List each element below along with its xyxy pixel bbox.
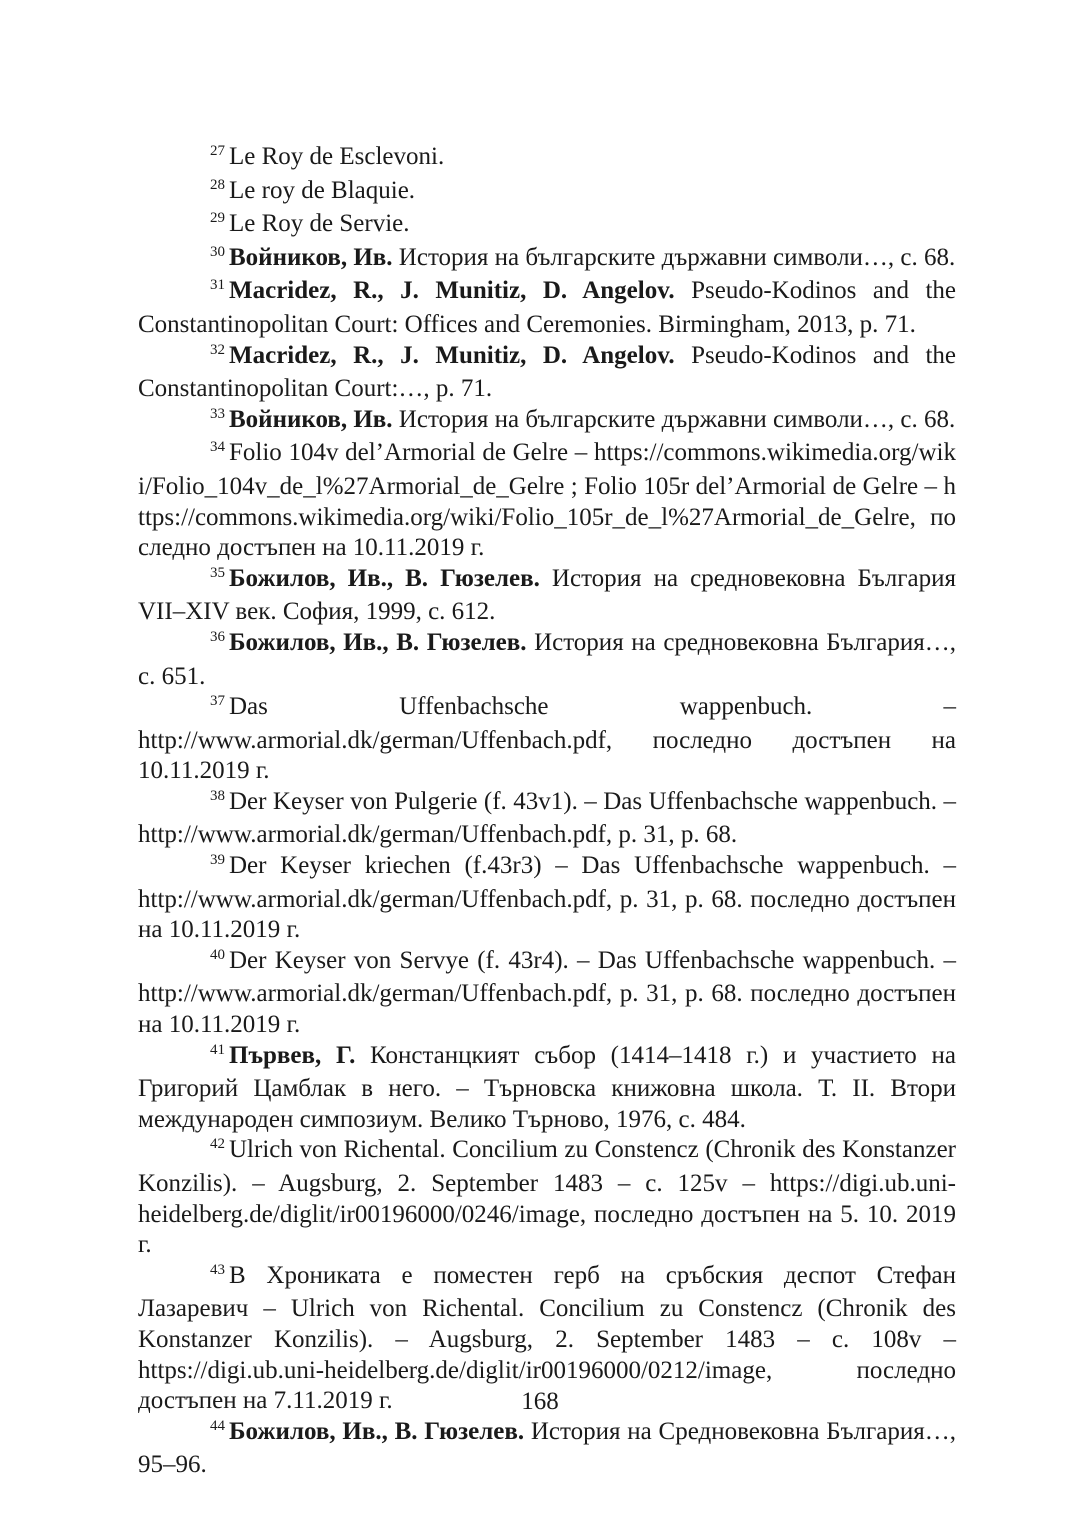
footnote — [138, 176, 956, 210]
footnote-text: Le Roy de Esclevoni. — [229, 143, 445, 170]
footnote-text: История на българските държавни символи…, с. 68. — [398, 405, 956, 433]
footnote-number: 31 — [210, 277, 225, 294]
footnote — [138, 851, 956, 946]
footnote-text: Der Keyser von Servye (f. 43r4). – Das Uffenbachsche wappenbuch. – http://www.armorial.dk/german/Uffenbach.pdf, p. 31, p. 68. последно достъпен на 10.11.2019 г. — [138, 946, 956, 1039]
footnote-number: 42 — [210, 1136, 225, 1153]
footnote — [138, 1041, 956, 1136]
footnote-author: Божилов, Ив., В. Гюзелев. — [229, 564, 540, 592]
footnote-number: 29 — [210, 210, 225, 227]
footnote-author: Macridez, R., J. Munitiz, D. Angelov. — [229, 277, 675, 305]
page-number: 168 — [521, 1388, 559, 1415]
footnote — [138, 405, 956, 439]
footnote-number: 33 — [210, 405, 225, 422]
footnote-text: Der Keyser kriechen (f.43r3) – Das Uffenbachsche wappenbuch. – http://www.armorial.dk/german/Uffenbach.pdf, p. 31, p. 68. последно достъпен на 10.11.2019 г. — [138, 852, 956, 944]
footnote-text: История на средновековна България VII–XIV век. София, 1999, с. 612. — [138, 564, 956, 626]
footnote-number: 34 — [210, 439, 225, 456]
footnote-text: Le roy de Blaquie. — [229, 176, 416, 204]
footnote-author: Първев, Г. — [229, 1041, 356, 1069]
footnote-number: 36 — [210, 628, 225, 645]
footnote — [138, 564, 956, 628]
footnote-text: Pseudo-Kodinos and the Constantinopolitan Court: Offices and Ceremonies. Birmingham, 2013, p. 71. — [138, 277, 957, 338]
footnote-text: Der Keyser von Pulgerie (f. 43v1). – Das Uffenbachsche wappenbuch. – http://www.armorial.dk/german/Uffenbach.pdf, p. 31, p. 68. — [138, 787, 956, 849]
footnote-number: 40 — [210, 946, 225, 963]
footnote-number: 35 — [210, 564, 225, 581]
footnote-text: История на Средновековна България…, 95–96. — [138, 1417, 956, 1479]
footnote — [138, 276, 956, 340]
footnote — [138, 243, 956, 277]
footnote-number: 43 — [210, 1261, 225, 1278]
footnote-number: 38 — [210, 787, 225, 804]
footnote-text: Le Roy de Servie. — [229, 210, 410, 238]
footnote-number: 30 — [210, 243, 225, 260]
footnote — [138, 1417, 956, 1481]
footnote-text: История на средновековна България…, с. 651. — [138, 628, 956, 690]
footnote-author: Войников, Ив. — [229, 405, 393, 433]
footnote-text: Ulrich von Richental. Concilium zu Constencz (Chronik des Konstanzer Konzilis). – Augsburg, 2. September 1483 – c. 125v – https://digi.ub.uni-heidelberg.de/diglit/ir00196000/0246/image, последно достъпен на 5. 10. 2019 г. — [138, 1136, 956, 1259]
footnote-text: Pseudo-Kodinos and the Constantinopolitan Court:…, p. 71. — [138, 341, 957, 403]
footnote-number: 27 — [210, 143, 225, 159]
footnote-text: Das Uffenbachsche wappenbuch. – http://www.armorial.dk/german/Uffenbach.pdf, последно достъпен на 10.11.2019 г. — [138, 693, 956, 785]
footnote — [138, 1135, 956, 1260]
footnote — [138, 341, 956, 405]
footnote-author: Macridez, R., J. Munitiz, D. Angelov. — [229, 341, 675, 369]
footnote — [138, 628, 956, 692]
footnote — [138, 692, 956, 787]
footnote-number: 41 — [210, 1041, 225, 1058]
footnote-author: Войников, Ив. — [229, 243, 393, 271]
footnote-number: 37 — [210, 693, 225, 710]
footnote-number: 39 — [210, 852, 225, 869]
footnote — [138, 787, 956, 851]
footnote-number: 32 — [210, 341, 225, 358]
footnote-author: Божилов, Ив., В. Гюзелев. — [229, 628, 527, 656]
footnote-number: 44 — [210, 1417, 225, 1434]
footnote — [138, 946, 956, 1041]
footnote-text: Folio 104v del’Armorial de Gelre – https://commons.wikimedia.org/wiki/Folio_104v_de_l%27Armorial_de_Gelre ; Folio 105r del’Armorial de Gelre – https://commons.wikimedia.org/wiki/Folio_105r_de_l%27Armorial_de_Gelre, последно достъпен на 10.11.2019 г. — [138, 439, 956, 562]
footnotes-list — [138, 142, 956, 1481]
footnote-author: Божилов, Ив., В. Гюзелев. — [229, 1417, 525, 1445]
footnote — [138, 209, 956, 243]
footnote — [138, 142, 956, 176]
footnote-text: В Хрониката е поместен герб на сръбския деспот Стефан Лазаревич – Ulrich von Richental. Concilium zu Constencz (Chronik des Konstanzer Konzilis). – Augsburg, 2. September 1483 – c. 108v – https://digi.ub.uni-heidelberg.de/diglit/ir00196000/0212/image, последно достъпен на 7.11.2019 г. — [138, 1261, 956, 1415]
footnote-number: 28 — [210, 176, 225, 193]
footnote-text: История на българските държавни символи…, с. 68. — [398, 243, 956, 271]
footnote-text: Констанцкият събор (1414–1418 г.) и участието на Григорий Цамблак в него. – Търновска книжовна школа. Т. II. Втори международен симпозиум. Велико Търново, 1976, с. 484. — [138, 1041, 956, 1133]
footnote — [138, 438, 956, 563]
